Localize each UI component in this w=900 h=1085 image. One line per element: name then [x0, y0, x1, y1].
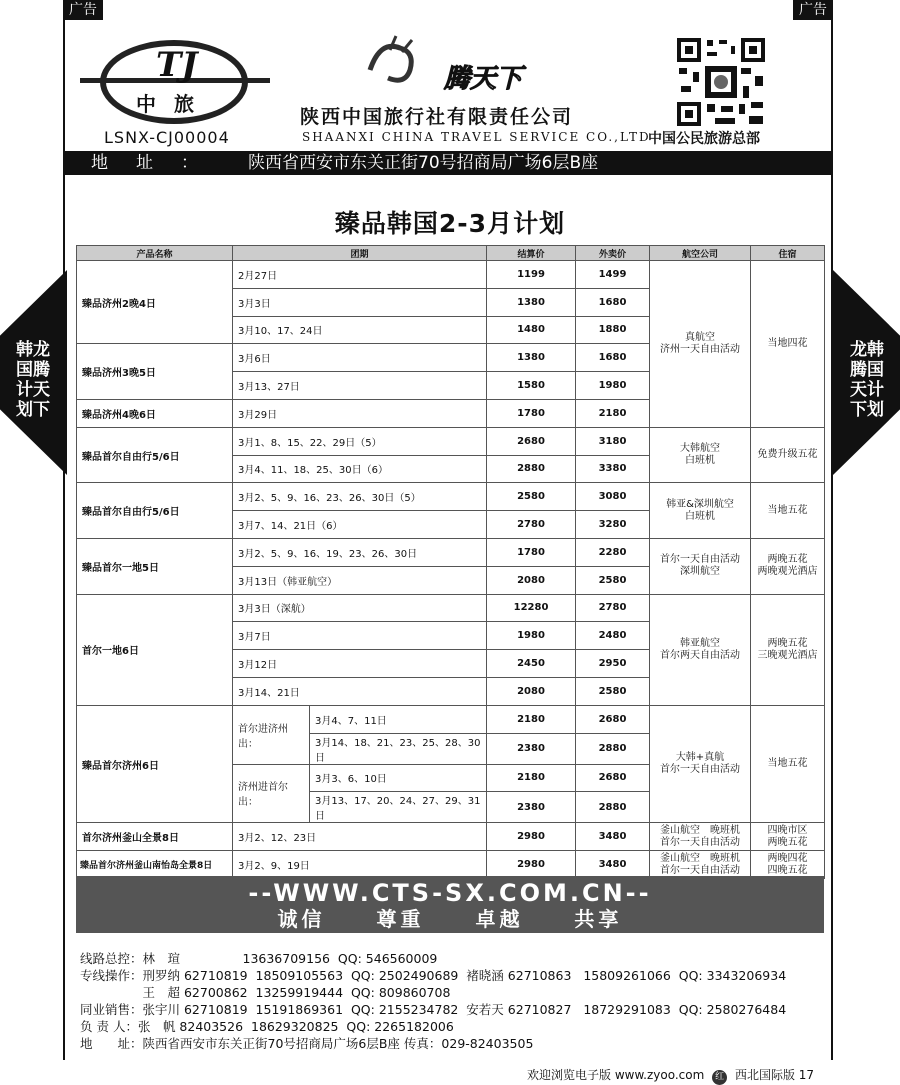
table-cell: 1499	[576, 261, 650, 289]
table-cell: 1780	[487, 538, 576, 566]
table-cell: 首尔济州釜山全景8日	[77, 823, 233, 851]
union-label: 中国公民旅游总部	[648, 131, 760, 147]
table-cell: 2780	[487, 511, 576, 539]
logo-cn: 中旅	[136, 92, 212, 116]
table-cell: 首尔一地6日	[77, 594, 233, 705]
airline-cell: 大韩航空 白班机	[650, 427, 751, 483]
table-cell: 2月27日	[233, 261, 487, 289]
contact-line: 负 责 人：张 帆 82403526 18629320825 QQ: 2265182006	[80, 1019, 454, 1034]
airline-cell: 首尔一天自由活动 深圳航空	[650, 538, 751, 594]
table-cell: 2980	[487, 823, 576, 851]
cts-logo	[100, 40, 248, 124]
table-cell: 2080	[487, 677, 576, 705]
table-cell: 3480	[576, 851, 650, 879]
table-cell: 臻品济州3晚5日	[77, 344, 233, 400]
column-header: 团期	[233, 246, 487, 261]
contact-list	[80, 950, 786, 1052]
table-cell: 1880	[576, 316, 650, 344]
table-cell: 2680	[487, 427, 576, 455]
table-cell: 3180	[576, 427, 650, 455]
table-cell: 2380	[487, 792, 576, 823]
ad-label-left: 广告	[63, 0, 103, 20]
table-cell: 1580	[487, 372, 576, 400]
table-cell: 首尔进济州出：	[233, 705, 310, 764]
footer-edition: 西北国际版	[734, 1068, 795, 1082]
table-row	[77, 594, 825, 622]
contact-line: 同业销售：张宇川 62710819 15191869361 QQ: 2155234782 安若天 62710827 18729291083 QQ: 2580276484	[80, 1002, 787, 1017]
red-badge-icon: 红	[712, 1070, 727, 1085]
table-cell: 臻品济州2晚4日	[77, 261, 233, 344]
itinerary-table	[76, 245, 825, 879]
table-cell: 济州进首尔出：	[233, 764, 310, 823]
company-name-en: SHAANXI CHINA TRAVEL SERVICE CO.,LTD	[302, 130, 651, 144]
table-cell: 2580	[487, 483, 576, 511]
airline-cell: 大韩+真航 首尔一天自由活动	[650, 705, 751, 823]
address-value: 陕西省西安市东关正街70号招商局广场6层B座	[248, 153, 599, 173]
table-cell: 3月2、12、23日	[233, 823, 487, 851]
table-row	[77, 483, 825, 511]
table-cell: 3月2、9、19日	[233, 851, 487, 879]
table-cell: 3月13、27日	[233, 372, 487, 400]
side-text-left	[8, 340, 58, 420]
table-cell: 3280	[576, 511, 650, 539]
side-banner-line: 计天	[16, 380, 50, 400]
table-cell: 2180	[487, 764, 576, 792]
table-cell: 2380	[487, 733, 576, 764]
table-cell: 3月4、11、18、25、30日（6）	[233, 455, 487, 483]
table-cell: 1480	[487, 316, 576, 344]
contact-line: 地 址：陕西省西安市东关正街70号招商局广场6层B座 传真：029-82403505	[80, 1036, 534, 1051]
column-header: 住宿	[751, 246, 825, 261]
side-banner-line: 下划	[850, 400, 884, 420]
table-cell: 3月4、7、11日	[310, 705, 487, 733]
brand-slogan: 腾天下	[444, 64, 523, 94]
table-cell: 3月14、21日	[233, 677, 487, 705]
table-cell: 1980	[576, 372, 650, 400]
table-cell: 臻品首尔自由行5/6日	[77, 427, 233, 483]
table-cell: 臻品首尔一地5日	[77, 538, 233, 594]
company-name: 陕西中国旅行社有限责任公司	[300, 106, 574, 128]
table-cell: 1380	[487, 288, 576, 316]
table-cell: 3月13日（韩亚航空）	[233, 566, 487, 594]
table-cell: 3月3日	[233, 288, 487, 316]
side-banner-line: 龙韩	[850, 340, 884, 360]
table-cell: 3月10、17、24日	[233, 316, 487, 344]
table-cell: 1780	[487, 399, 576, 427]
hotel-cell: 两晚五花 三晚观光酒店	[751, 594, 825, 705]
table-cell: 1380	[487, 344, 576, 372]
table-cell: 3月3日（深航）	[233, 594, 487, 622]
table-cell: 臻品首尔济州6日	[77, 705, 233, 823]
table-cell: 2680	[576, 764, 650, 792]
hotel-cell: 当地五花	[751, 705, 825, 823]
motto: 诚信 尊重 卓越 共享	[277, 907, 623, 931]
table-cell: 2880	[576, 733, 650, 764]
table-cell: 2450	[487, 650, 576, 678]
table-cell: 2580	[576, 677, 650, 705]
table-row	[77, 851, 825, 879]
table-cell: 2950	[576, 650, 650, 678]
table-cell: 2880	[487, 455, 576, 483]
table-cell: 3月3、6、10日	[310, 764, 487, 792]
table-cell: 1980	[487, 622, 576, 650]
airline-cell: 真航空 济州一天自由活动	[650, 261, 751, 428]
column-header: 结算价	[487, 246, 576, 261]
table-cell: 2480	[576, 622, 650, 650]
contact-line: 线路总控：林 瑄 13636709156 QQ: 546560009	[80, 951, 438, 966]
hotel-cell: 当地四花	[751, 261, 825, 428]
contact-line: 王 超 62700862 13259919444 QQ: 809860708	[80, 985, 451, 1000]
table-row	[77, 705, 825, 733]
airline-cell: 釜山航空 晚班机 首尔一天自由活动	[650, 851, 751, 879]
table-cell: 3月29日	[233, 399, 487, 427]
airline-cell: 韩亚&深圳航空 白班机	[650, 483, 751, 539]
airline-cell: 韩亚航空 首尔两天自由活动	[650, 594, 751, 705]
column-header: 外卖价	[576, 246, 650, 261]
page-title: 臻品韩国2-3月计划	[334, 209, 566, 238]
ad-label-right: 广告	[793, 0, 833, 20]
hotel-cell: 四晚市区 两晚五花	[751, 823, 825, 851]
table-cell: 2280	[576, 538, 650, 566]
table-cell: 臻品首尔济州釜山南怡岛全景8日	[77, 851, 233, 879]
table-header	[77, 246, 825, 261]
address-label: 地址：	[91, 153, 226, 173]
table-cell: 12280	[487, 594, 576, 622]
table-cell: 2080	[487, 566, 576, 594]
page-footer	[527, 1066, 814, 1085]
table-cell: 3月12日	[233, 650, 487, 678]
table-cell: 3480	[576, 823, 650, 851]
logo-mark: TJ	[156, 45, 198, 85]
website-url[interactable]: --WWW.CTS-SX.COM.CN--	[248, 879, 652, 907]
table-cell: 1680	[576, 344, 650, 372]
table-cell: 2780	[576, 594, 650, 622]
side-text-right	[842, 340, 892, 420]
website-banner	[76, 876, 824, 933]
column-header: 航空公司	[650, 246, 751, 261]
table-row	[77, 261, 825, 289]
table-cell: 2880	[576, 792, 650, 823]
footer-text[interactable]: 欢迎浏览电子版 www.zyoo.com	[527, 1068, 705, 1082]
table-cell: 3月13、17、20、24、27、29、31日	[310, 792, 487, 823]
side-banner-line: 韩龙	[16, 340, 50, 360]
table-cell: 1199	[487, 261, 576, 289]
table-cell: 2980	[487, 851, 576, 879]
table-row	[77, 538, 825, 566]
table-cell: 2180	[576, 399, 650, 427]
table-cell: 3月6日	[233, 344, 487, 372]
side-banner-line: 划下	[16, 400, 50, 420]
hotel-cell: 免费升级五花	[751, 427, 825, 483]
hotel-cell: 当地五花	[751, 483, 825, 539]
side-banner-line: 天计	[850, 380, 884, 400]
qr-code-icon	[675, 36, 767, 128]
side-banner-line: 国腾	[16, 360, 50, 380]
dragon-icon	[360, 30, 430, 90]
side-banner-line: 腾国	[850, 360, 884, 380]
address-bar	[63, 151, 833, 175]
table-row	[77, 427, 825, 455]
page-number: 17	[798, 1068, 815, 1082]
table-cell: 3月2、5、9、16、23、26、30日（5）	[233, 483, 487, 511]
contact-line: 专线操作：刑罗纳 62710819 18509105563 QQ: 2502490689 褚晓涵 62710863 15809261066 QQ: 3343206934	[80, 968, 787, 983]
table-cell: 臻品首尔自由行5/6日	[77, 483, 233, 539]
table-cell: 3380	[576, 455, 650, 483]
table-cell: 3月14、18、21、23、25、28、30日	[310, 733, 487, 764]
table-cell: 3月2、5、9、16、19、23、26、30日	[233, 538, 487, 566]
hotel-cell: 两晚四花 四晚五花	[751, 851, 825, 879]
table-cell: 2680	[576, 705, 650, 733]
table-cell: 2180	[487, 705, 576, 733]
table-row	[77, 823, 825, 851]
table-cell: 1680	[576, 288, 650, 316]
column-header: 产品名称	[77, 246, 233, 261]
hotel-cell: 两晚五花 两晚观光酒店	[751, 538, 825, 594]
airline-cell: 釜山航空 晚班机 首尔一天自由活动	[650, 823, 751, 851]
license-number: LSNX-CJ00004	[104, 128, 230, 147]
table-cell: 3月1、8、15、22、29日（5）	[233, 427, 487, 455]
table-cell: 3月7日	[233, 622, 487, 650]
table-cell: 2580	[576, 566, 650, 594]
table-cell: 3080	[576, 483, 650, 511]
table-cell: 3月7、14、21日（6）	[233, 511, 487, 539]
table-cell: 臻品济州4晚6日	[77, 399, 233, 427]
